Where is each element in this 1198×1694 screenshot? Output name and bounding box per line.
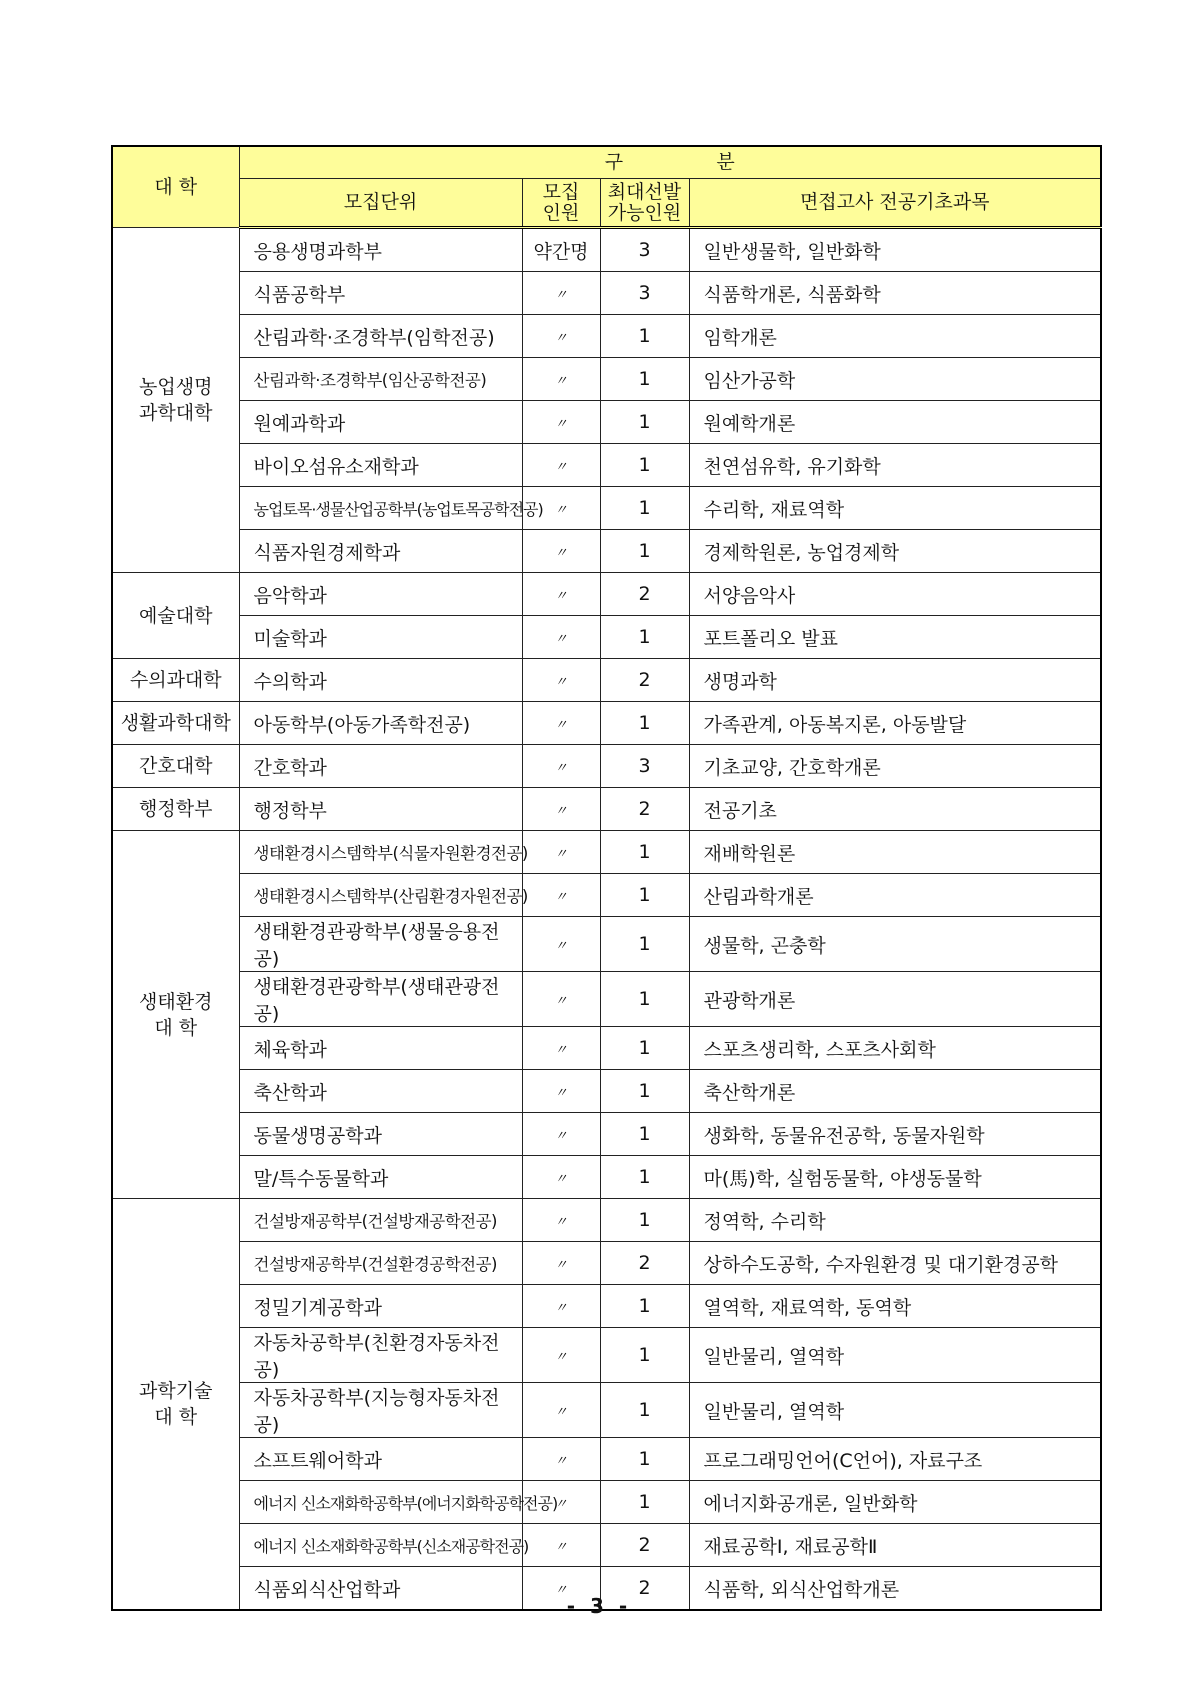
header-subject: 면접고사 전공기초과목 <box>689 179 1101 228</box>
quota-cell: 〃 <box>522 573 600 616</box>
subject-cell: 생물학, 곤충학 <box>689 917 1101 972</box>
table-row <box>112 1113 1101 1156</box>
college-cell <box>112 788 239 831</box>
subject-cell: 전공기초 <box>689 788 1101 831</box>
unit-cell: 식품외식산업학과 <box>239 1567 522 1611</box>
max-selection-cell: 1 <box>600 530 689 573</box>
college-name: 농업생명 <box>139 376 213 398</box>
unit-cell: 생태환경관광학부(생태관광전공) <box>239 972 522 1027</box>
subject-cell: 서양음악사 <box>689 573 1101 616</box>
max-selection-cell: 2 <box>600 1242 689 1285</box>
quota-cell: 〃 <box>522 272 600 315</box>
table-row <box>112 530 1101 573</box>
header-college: 대 학 <box>112 146 239 228</box>
quota-cell: 〃 <box>522 1285 600 1328</box>
page-number: - 3 - <box>566 1594 632 1618</box>
max-selection-cell: 1 <box>600 1113 689 1156</box>
quota-cell: 〃 <box>522 972 600 1027</box>
table-row <box>112 1481 1101 1524</box>
table-row <box>112 917 1101 972</box>
table-row <box>112 616 1101 659</box>
college-name-line2: 대 학 <box>154 1406 198 1428</box>
college-name-line2: 과학대학 <box>139 402 213 424</box>
subject-cell: 식품학개론, 식품화학 <box>689 272 1101 315</box>
quota-cell: 〃 <box>522 315 600 358</box>
subject-cell: 일반생물학, 일반화학 <box>689 228 1101 272</box>
unit-cell: 행정학부 <box>239 788 522 831</box>
table-row <box>112 1242 1101 1285</box>
table-row <box>112 573 1101 616</box>
quota-cell: 〃 <box>522 831 600 874</box>
unit-cell: 바이오섬유소재학과 <box>239 444 522 487</box>
table-row <box>112 1199 1101 1242</box>
unit-cell: 생태환경관광학부(생물응용전공) <box>239 917 522 972</box>
subject-cell: 프로그래밍언어(C언어), 자료구조 <box>689 1438 1101 1481</box>
quota-cell: 〃 <box>522 874 600 917</box>
quota-cell: 〃 <box>522 745 600 788</box>
unit-cell: 축산학과 <box>239 1070 522 1113</box>
subject-cell: 관광학개론 <box>689 972 1101 1027</box>
quota-cell: 〃 <box>522 530 600 573</box>
max-selection-cell: 1 <box>600 616 689 659</box>
subject-cell: 생명과학 <box>689 659 1101 702</box>
subject-cell: 임학개론 <box>689 315 1101 358</box>
subject-cell: 재료공학Ⅰ, 재료공학Ⅱ <box>689 1524 1101 1567</box>
college-cell <box>112 1199 239 1611</box>
max-selection-cell: 1 <box>600 1070 689 1113</box>
subject-cell: 열역학, 재료역학, 동역학 <box>689 1285 1101 1328</box>
quota-cell: 〃 <box>522 1481 600 1524</box>
unit-cell: 에너지 신소재화학공학부(에너지화학공학전공) <box>239 1481 522 1524</box>
subject-cell: 기초교양, 간호학개론 <box>689 745 1101 788</box>
unit-cell: 생태환경시스템학부(산림환경자원전공) <box>239 874 522 917</box>
max-selection-cell: 2 <box>600 573 689 616</box>
quota-cell: 〃 <box>522 1383 600 1438</box>
max-selection-cell: 1 <box>600 1438 689 1481</box>
max-selection-cell: 1 <box>600 358 689 401</box>
table-row <box>112 315 1101 358</box>
quota-cell: 〃 <box>522 1027 600 1070</box>
max-selection-cell: 2 <box>600 1567 689 1611</box>
subject-cell: 축산학개론 <box>689 1070 1101 1113</box>
quota-cell: 〃 <box>522 1242 600 1285</box>
unit-cell: 산림과학·조경학부(임학전공) <box>239 315 522 358</box>
quota-cell: 〃 <box>522 1156 600 1199</box>
unit-cell: 건설방재공학부(건설방재공학전공) <box>239 1199 522 1242</box>
table-row <box>112 401 1101 444</box>
college-cell <box>112 702 239 745</box>
unit-cell: 자동차공학부(지능형자동차전공) <box>239 1383 522 1438</box>
table-row <box>112 1156 1101 1199</box>
college-cell <box>112 659 239 702</box>
table-row <box>112 1383 1101 1438</box>
quota-cell: 약간명 <box>522 228 600 272</box>
unit-cell: 동물생명공학과 <box>239 1113 522 1156</box>
college-name: 과학기술 <box>139 1380 213 1402</box>
quota-cell: 〃 <box>522 487 600 530</box>
max-selection-cell: 1 <box>600 972 689 1027</box>
quota-cell: 〃 <box>522 788 600 831</box>
quota-cell: 〃 <box>522 1113 600 1156</box>
admission-table-container <box>111 145 1100 1611</box>
subject-cell: 상하수도공학, 수자원환경 및 대기환경공학 <box>689 1242 1101 1285</box>
college-name: 간호대학 <box>139 755 213 777</box>
unit-cell: 체육학과 <box>239 1027 522 1070</box>
max-selection-cell: 1 <box>600 1156 689 1199</box>
unit-cell: 자동차공학부(친환경자동차전공) <box>239 1328 522 1383</box>
college-cell <box>112 745 239 788</box>
unit-cell: 식품공학부 <box>239 272 522 315</box>
subject-cell: 원예학개론 <box>689 401 1101 444</box>
table-row <box>112 659 1101 702</box>
table-row <box>112 444 1101 487</box>
max-selection-cell: 1 <box>600 1481 689 1524</box>
table-row <box>112 272 1101 315</box>
max-selection-cell: 1 <box>600 315 689 358</box>
unit-cell: 산림과학·조경학부(임산공학전공) <box>239 358 522 401</box>
max-selection-cell: 1 <box>600 702 689 745</box>
table-row <box>112 1285 1101 1328</box>
subject-cell: 마(馬)학, 실험동물학, 야생동물학 <box>689 1156 1101 1199</box>
subject-cell: 생화학, 동물유전공학, 동물자원학 <box>689 1113 1101 1156</box>
unit-cell: 농업토목·생물산업공학부(농업토목공학전공) <box>239 487 522 530</box>
unit-cell: 말/특수동물학과 <box>239 1156 522 1199</box>
unit-cell: 원예과학과 <box>239 401 522 444</box>
subject-cell: 일반물리, 열역학 <box>689 1383 1101 1438</box>
college-cell <box>112 573 239 659</box>
unit-cell: 응용생명과학부 <box>239 228 522 272</box>
table-row <box>112 874 1101 917</box>
max-selection-cell: 1 <box>600 1199 689 1242</box>
quota-cell: 〃 <box>522 1199 600 1242</box>
header-max-selection: 최대선발 가능인원 <box>600 179 689 228</box>
unit-cell: 소프트웨어학과 <box>239 1438 522 1481</box>
table-row <box>112 1070 1101 1113</box>
subject-cell: 천연섬유학, 유기화학 <box>689 444 1101 487</box>
header-gubun: 구 분 <box>239 146 1101 179</box>
unit-cell: 수의학과 <box>239 659 522 702</box>
quota-cell: 〃 <box>522 1328 600 1383</box>
quota-cell: 〃 <box>522 358 600 401</box>
table-row <box>112 1328 1101 1383</box>
subject-cell: 정역학, 수리학 <box>689 1199 1101 1242</box>
quota-cell: 〃 <box>522 659 600 702</box>
max-selection-cell: 1 <box>600 1383 689 1438</box>
unit-cell: 건설방재공학부(건설환경공학전공) <box>239 1242 522 1285</box>
unit-cell: 에너지 신소재화학공학부(신소재공학전공) <box>239 1524 522 1567</box>
table-row <box>112 831 1101 874</box>
subject-cell: 포트폴리오 발표 <box>689 616 1101 659</box>
table-row <box>112 745 1101 788</box>
unit-cell: 간호학과 <box>239 745 522 788</box>
max-selection-cell: 1 <box>600 831 689 874</box>
max-selection-cell: 3 <box>600 272 689 315</box>
max-selection-cell: 2 <box>600 788 689 831</box>
max-selection-cell: 1 <box>600 917 689 972</box>
table-row <box>112 358 1101 401</box>
college-name: 생활과학대학 <box>120 712 231 734</box>
max-selection-cell: 1 <box>600 1285 689 1328</box>
quota-cell: 〃 <box>522 401 600 444</box>
table-row <box>112 702 1101 745</box>
max-selection-cell: 1 <box>600 487 689 530</box>
max-selection-cell: 2 <box>600 1524 689 1567</box>
subject-cell: 수리학, 재료역학 <box>689 487 1101 530</box>
subject-cell: 에너지화공개론, 일반화학 <box>689 1481 1101 1524</box>
max-selection-cell: 2 <box>600 659 689 702</box>
table-row <box>112 487 1101 530</box>
max-selection-cell: 1 <box>600 1328 689 1383</box>
quota-cell: 〃 <box>522 1438 600 1481</box>
subject-cell: 식품학, 외식산업학개론 <box>689 1567 1101 1611</box>
table-row <box>112 788 1101 831</box>
quota-cell: 〃 <box>522 616 600 659</box>
subject-cell: 경제학원론, 농업경제학 <box>689 530 1101 573</box>
quota-cell: 〃 <box>522 1567 600 1611</box>
max-selection-cell: 3 <box>600 745 689 788</box>
table-body <box>112 228 1101 1611</box>
table-row <box>112 1438 1101 1481</box>
table-row <box>112 1027 1101 1070</box>
table-row <box>112 228 1101 272</box>
quota-cell: 〃 <box>522 1524 600 1567</box>
subject-cell: 가족관계, 아동복지론, 아동발달 <box>689 702 1101 745</box>
quota-cell: 〃 <box>522 917 600 972</box>
college-cell <box>112 228 239 573</box>
quota-cell: 〃 <box>522 702 600 745</box>
college-name: 생태환경 <box>139 990 213 1013</box>
max-selection-cell: 1 <box>600 401 689 444</box>
unit-cell: 정밀기계공학과 <box>239 1285 522 1328</box>
subject-cell: 일반물리, 열역학 <box>689 1328 1101 1383</box>
quota-cell: 〃 <box>522 1070 600 1113</box>
unit-cell: 미술학과 <box>239 616 522 659</box>
college-cell <box>112 831 239 1199</box>
admission-table <box>111 145 1102 1611</box>
max-selection-cell: 1 <box>600 1027 689 1070</box>
header-unit: 모집단위 <box>239 179 522 228</box>
unit-cell: 아동학부(아동가족학전공) <box>239 702 522 745</box>
max-selection-cell: 1 <box>600 874 689 917</box>
quota-cell: 〃 <box>522 444 600 487</box>
max-selection-cell: 1 <box>600 444 689 487</box>
college-name: 예술대학 <box>139 604 213 627</box>
college-name: 행정학부 <box>139 798 213 820</box>
subject-cell: 스포츠생리학, 스포츠사회학 <box>689 1027 1101 1070</box>
college-name-line2: 대 학 <box>154 1016 198 1039</box>
subject-cell: 산림과학개론 <box>689 874 1101 917</box>
max-selection-cell: 3 <box>600 228 689 272</box>
header-quota: 모집 인원 <box>522 179 600 228</box>
college-name: 수의과대학 <box>129 669 222 691</box>
unit-cell: 식품자원경제학과 <box>239 530 522 573</box>
unit-cell: 음악학과 <box>239 573 522 616</box>
subject-cell: 재배학원론 <box>689 831 1101 874</box>
unit-cell: 생태환경시스템학부(식물자원환경전공) <box>239 831 522 874</box>
table-row <box>112 972 1101 1027</box>
subject-cell: 임산가공학 <box>689 358 1101 401</box>
table-row <box>112 1524 1101 1567</box>
